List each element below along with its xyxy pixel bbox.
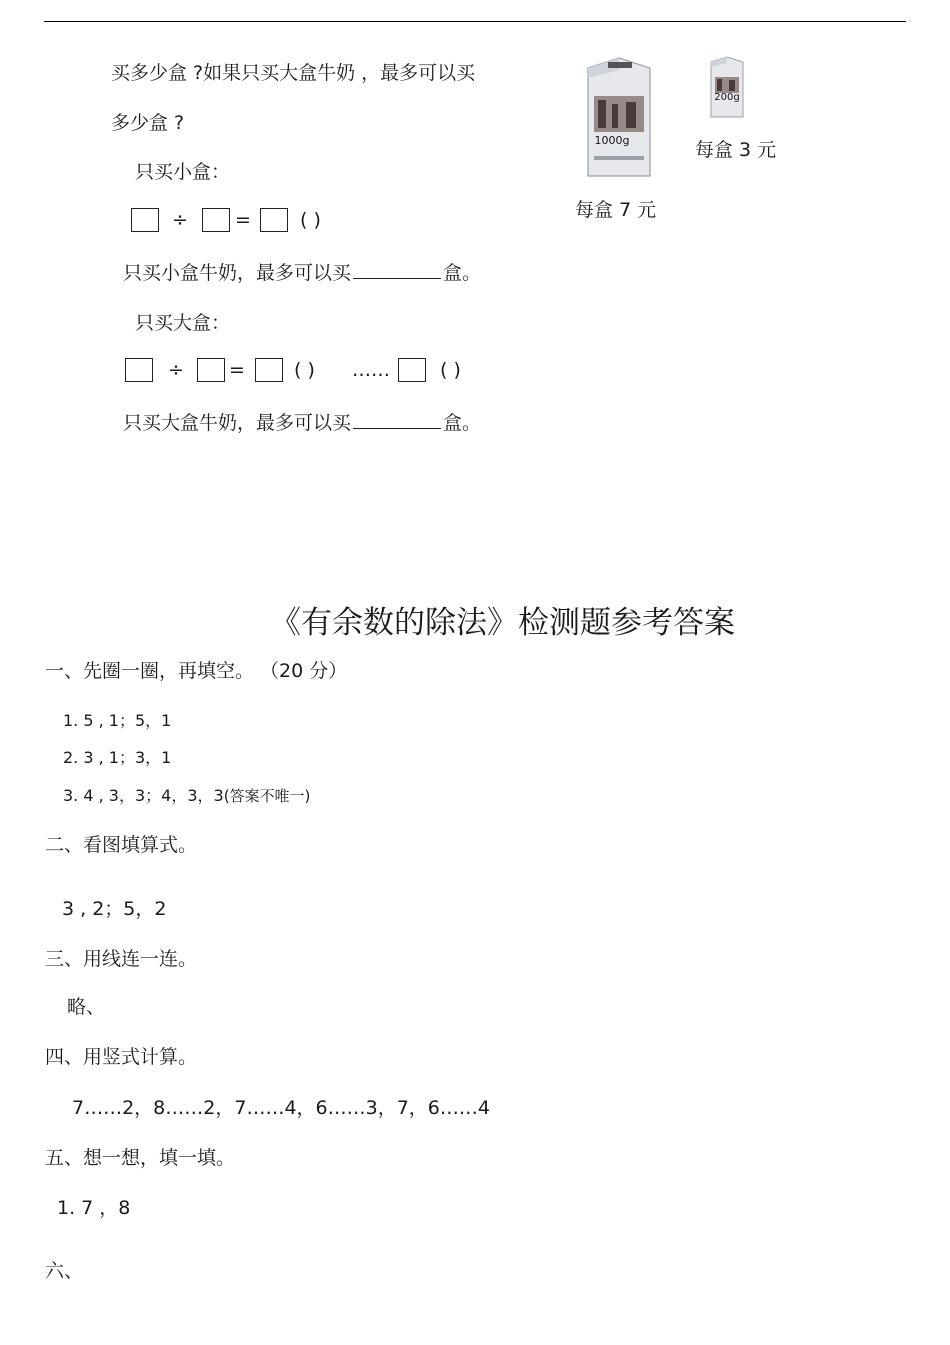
section-1-answer-3 bbox=[63, 786, 310, 806]
answer-box-quotient[interactable] bbox=[255, 358, 283, 382]
answer-text: 只买小盒牛奶，最多可以买 bbox=[123, 262, 352, 284]
carton-weight-label: 1000g bbox=[594, 134, 630, 147]
unit-paren[interactable]: ( ) bbox=[294, 359, 315, 381]
remainder-dots: …… bbox=[352, 359, 390, 381]
large-box-answer-line bbox=[123, 410, 481, 435]
carton-weight-label: 200g bbox=[714, 92, 740, 103]
unit-paren[interactable]: ( ) bbox=[300, 209, 321, 231]
small-box-heading: 只买小盒： bbox=[135, 161, 231, 183]
section-3-answer: 略、 bbox=[67, 996, 106, 1018]
problem-line-1: 买多少盒 ?如果只买大盒牛奶 ，最多可以买 bbox=[111, 62, 476, 84]
section-5-answer: 1. 7 ，8 bbox=[57, 1197, 131, 1219]
divide-sign: ÷ bbox=[168, 359, 184, 381]
small-carton-price: 每盒 3 元 bbox=[695, 139, 777, 161]
section-2-heading: 二、看图填算式。 bbox=[45, 834, 198, 856]
equals-sign: = bbox=[229, 359, 245, 381]
section-1-answer-1: 1. 5 , 1；5，1 bbox=[63, 711, 172, 730]
answer-box-dividend[interactable] bbox=[131, 208, 159, 232]
answer-text: 只买大盒牛奶，最多可以买 bbox=[123, 412, 352, 434]
answer-note: (答案不唯一) bbox=[223, 787, 311, 805]
small-box-answer-line bbox=[123, 260, 481, 285]
section-1-heading: 一、先圈一圈，再填空。 （20 分） bbox=[45, 660, 348, 682]
section-5-heading: 五、想一想，填一填。 bbox=[45, 1147, 236, 1169]
answer-box-quotient[interactable] bbox=[260, 208, 288, 232]
answer-blank[interactable] bbox=[353, 260, 441, 279]
large-carton-price: 每盒 7 元 bbox=[575, 199, 657, 221]
answer-box-remainder[interactable] bbox=[398, 358, 426, 382]
section-4-heading: 四、用竖式计算。 bbox=[45, 1046, 198, 1068]
answer-blank[interactable] bbox=[353, 410, 441, 429]
answer-text: 3. 4 , 3，3；4，3，3 bbox=[63, 786, 224, 805]
milk-carton-icon bbox=[580, 56, 658, 180]
large-box-heading: 只买大盒： bbox=[135, 312, 231, 334]
section-3-heading: 三、用线连一连。 bbox=[45, 948, 198, 970]
section-1-answer-2: 2. 3 , 1；3，1 bbox=[63, 748, 172, 767]
section-4-answer: 7……2，8……2，7……4，6……3，7，6……4 bbox=[72, 1097, 490, 1119]
milk-carton-icon bbox=[707, 55, 747, 119]
section-6-heading: 六、 bbox=[45, 1260, 84, 1282]
answer-box-divisor[interactable] bbox=[197, 358, 225, 382]
unit-paren[interactable]: ( ) bbox=[440, 359, 461, 381]
top-rule bbox=[44, 21, 906, 22]
answer-box-divisor[interactable] bbox=[202, 208, 230, 232]
answer-box-dividend[interactable] bbox=[125, 358, 153, 382]
answer-suffix: 盒。 bbox=[443, 412, 482, 434]
equals-sign: = bbox=[235, 209, 251, 231]
answer-key-title: 《有余数的除法》检测题参考答案 bbox=[270, 605, 735, 641]
answer-suffix: 盒。 bbox=[443, 262, 482, 284]
section-2-answer: 3 , 2；5，2 bbox=[62, 898, 167, 920]
divide-sign: ÷ bbox=[172, 209, 188, 231]
problem-line-2: 多少盒 ? bbox=[111, 112, 185, 134]
